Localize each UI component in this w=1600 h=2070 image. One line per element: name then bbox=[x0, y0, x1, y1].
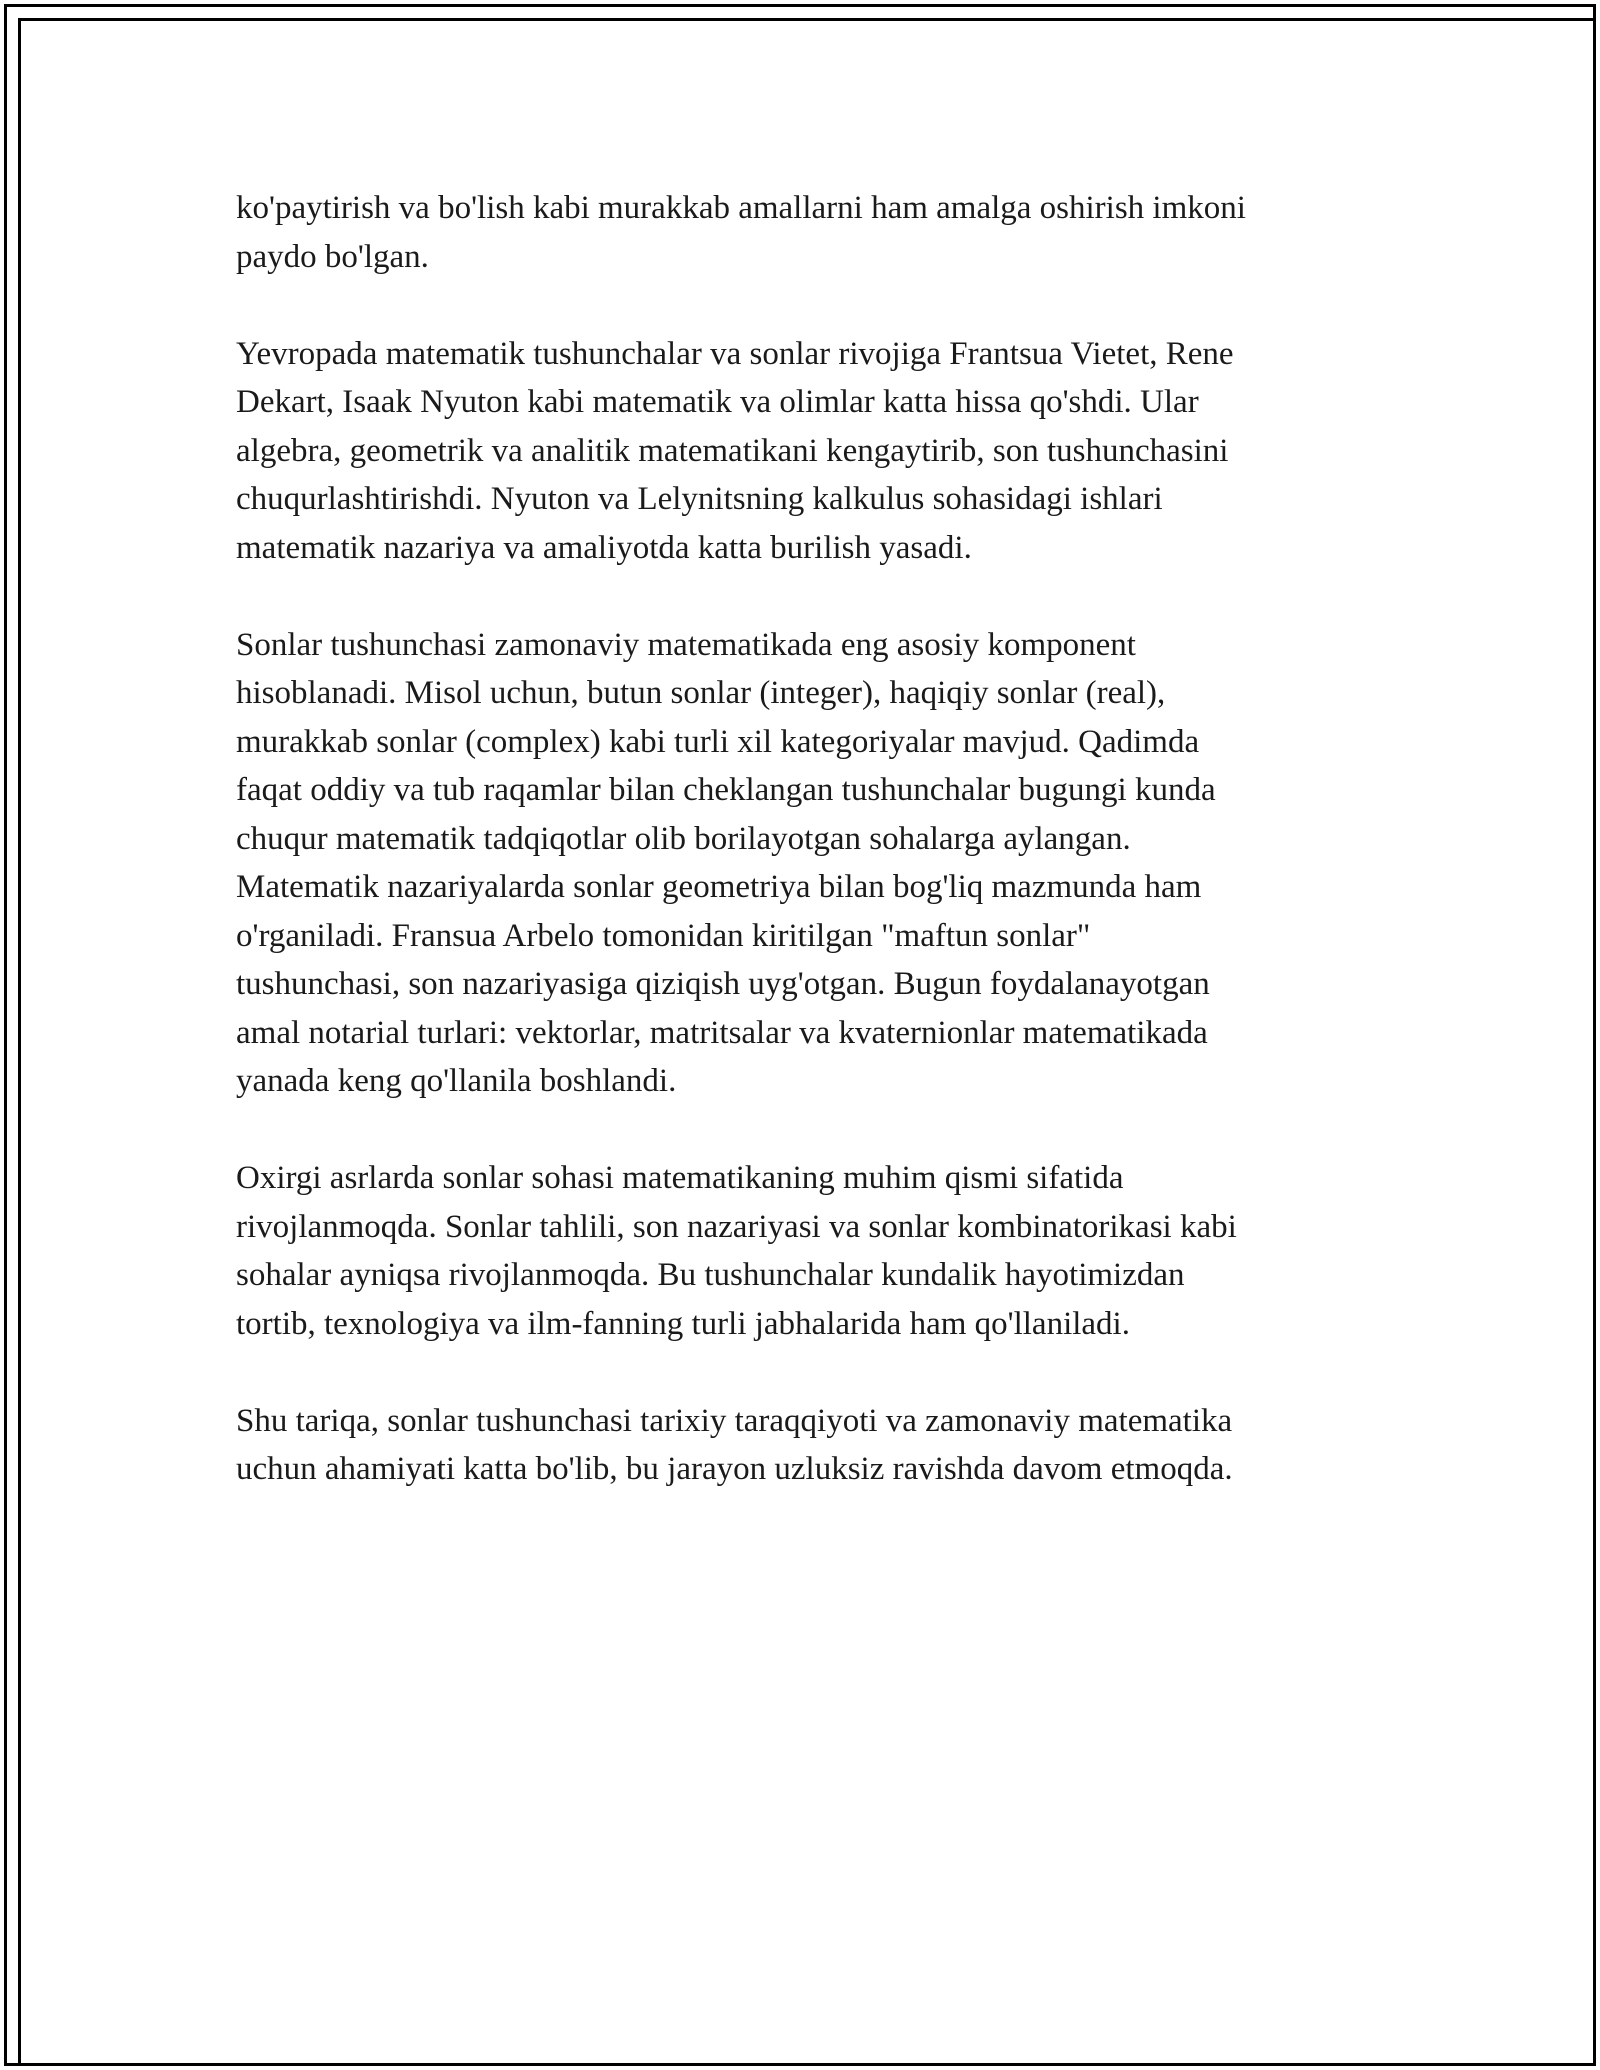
text-line: tushunchasi, son nazariyasiga qiziqish uyg'otgan. Bugun foydalanayotgan bbox=[236, 966, 1210, 1002]
text-line: sohalar ayniqsa rivojlanmoqda. Bu tushunchalar kundalik hayotimizdan bbox=[236, 1257, 1185, 1293]
paragraph bbox=[236, 330, 1376, 573]
paragraph bbox=[236, 184, 1376, 281]
text-line: Sonlar tushunchasi zamonaviy matematikada eng asosiy komponent bbox=[236, 626, 1136, 663]
text-line: tortib, texnologiya va ilm-fanning turli jabhalarida ham qo'llaniladi. bbox=[236, 1305, 1130, 1342]
paragraph bbox=[236, 621, 1376, 1106]
text-line: uchun ahamiyati katta bo'lib, bu jarayon uzluksiz ravishda davom etmoqda. bbox=[236, 1451, 1233, 1487]
text-line: matematik nazariya va amaliyotda katta burilish yasadi. bbox=[236, 529, 972, 566]
text-line: o'rganiladi. Fransua Arbelo tomonidan kiritilgan "maftun sonlar" bbox=[236, 917, 1091, 954]
text-line: faqat oddiy va tub raqamlar bilan cheklangan tushunchalar bugungi kunda bbox=[236, 772, 1216, 808]
text-line: Matematik nazariyalarda sonlar geometriya bilan bog'liq mazmunda ham bbox=[236, 869, 1202, 905]
text-line: ko'paytirish va bo'lish kabi murakkab amallarni ham amalga oshirish imkoni bbox=[236, 190, 1246, 226]
paragraph bbox=[236, 1397, 1376, 1494]
text-line: Dekart, Isaak Nyuton kabi matematik va olimlar katta hissa qo'shdi. Ular bbox=[236, 384, 1199, 420]
text-line: hisoblanadi. Misol uchun, butun sonlar (integer), haqiqiy sonlar (real), bbox=[236, 675, 1166, 711]
paragraph bbox=[236, 1154, 1376, 1348]
text-line: yanada keng qo'llanila boshlandi. bbox=[236, 1063, 677, 1099]
text-line: Yevropada matematik tushunchalar va sonlar rivojiga Frantsua Vietet, Rene bbox=[236, 335, 1234, 372]
text-line: Shu tariqa, sonlar tushunchasi tarixiy taraqqiyoti va zamonaviy matematika bbox=[236, 1402, 1233, 1439]
text-line: Oxirgi asrlarda sonlar sohasi matematikaning muhim qismi sifatida bbox=[236, 1160, 1124, 1196]
text-line: algebra, geometrik va analitik matematikani kengaytirib, son tushunchasini bbox=[236, 432, 1229, 469]
text-line: amal notarial turlari: vektorlar, matritsalar va kvaternionlar matematikada bbox=[236, 1014, 1208, 1051]
text-line: rivojlanmoqda. Sonlar tahlili, son nazariyasi va sonlar kombinatorikasi kabi bbox=[236, 1208, 1237, 1245]
text-line: murakkab sonlar (complex) kabi turli xil kategoriyalar mavjud. Qadimda bbox=[236, 723, 1200, 760]
text-line: chuqurlashtirishdi. Nyuton va Lelynitsning kalkulus sohasidagi ishlari bbox=[236, 481, 1163, 517]
text-line: paydo bo'lgan. bbox=[236, 238, 429, 275]
document-body bbox=[236, 184, 1376, 1542]
text-line: chuqur matematik tadqiqotlar olib borilayotgan sohalarga aylangan. bbox=[236, 820, 1131, 857]
